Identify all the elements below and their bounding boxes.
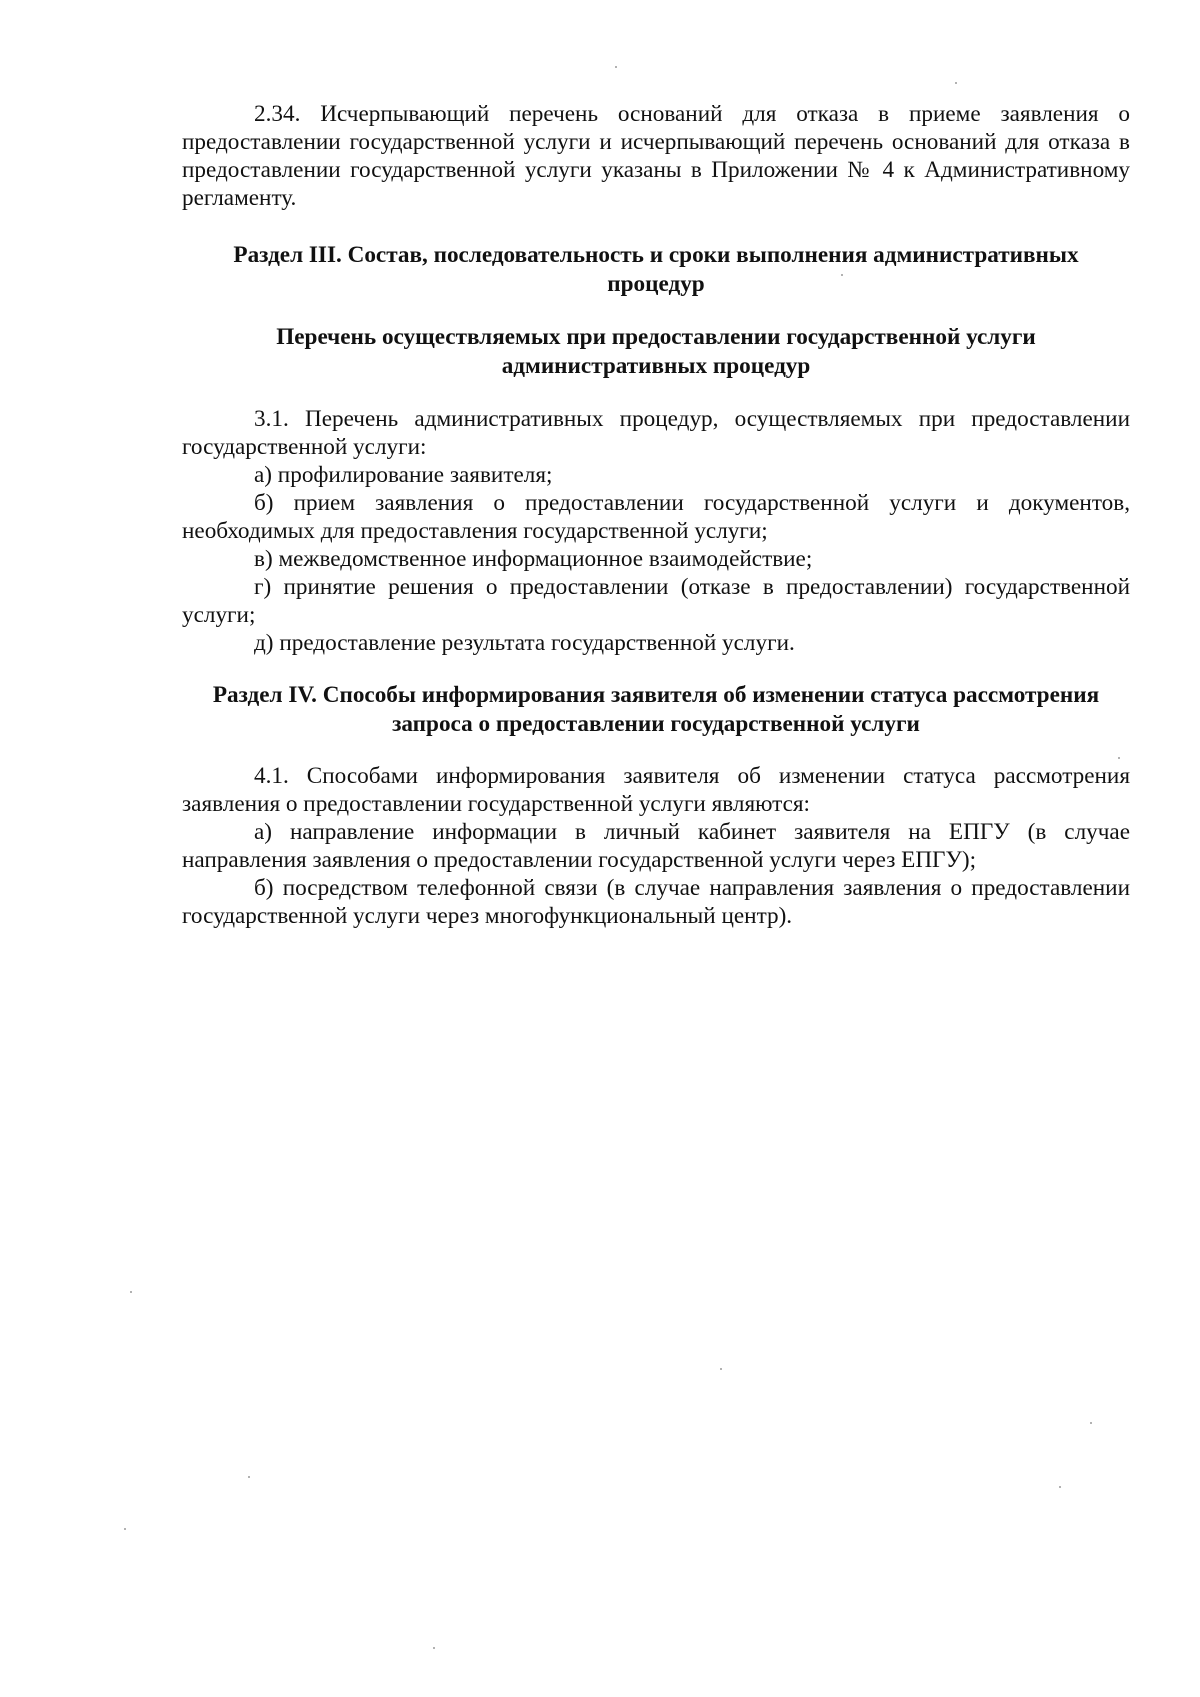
paragraph-4-1: 4.1. Способами информирования заявителя об изменении статуса рассмотрения заявления о предоставлении государственной услуги являются: [182, 763, 1130, 817]
scan-speck [1059, 1486, 1061, 1488]
section-4-heading: Раздел IV. Способы информирования заявителя об изменении статуса рассмотрения запроса о предоставлении государственной услуги [212, 682, 1100, 737]
list-item-4-1-b: б) посредством телефонной связи (в случае направления заявления о предоставлении государственной услуги через многофункциональный центр). [182, 875, 1130, 929]
scan-speck [955, 82, 957, 84]
list-item-4-1-a: а) направление информации в личный кабинет заявителя на ЕПГУ (в случае направления заявления о предоставлении государственной услуги через ЕПГУ); [182, 819, 1130, 873]
spacer [182, 212, 1130, 241]
spacer [182, 739, 1130, 762]
scan-speck [1090, 1422, 1092, 1424]
section-3-heading: Раздел III. Состав, последовательность и сроки выполнения административных процедур [233, 242, 1079, 297]
paragraph-3-1: 3.1. Перечень административных процедур, осуществляемых при предоставлении государственной услуги: [182, 406, 1130, 460]
spacer [182, 381, 1130, 405]
spacer [182, 299, 1130, 323]
list-item-3-1-d: д) предоставление результата государственной услуги. [254, 630, 795, 656]
section-3-subheading: Перечень осуществляемых при предоставлении государственной услуги административных процедур [276, 324, 1036, 379]
scan-speck [248, 1476, 250, 1478]
scan-speck [433, 1647, 435, 1649]
scan-speck [1118, 757, 1120, 759]
paragraph-2-34: 2.34. Исчерпывающий перечень оснований для отказа в приеме заявления о предоставлении государственной услуги и исчерпывающий перечень оснований для отказа в предоставлении государственной услуги указаны в Приложении № 4 к Административному регламенту. [182, 101, 1130, 211]
list-item-3-1-a: а) профилирование заявителя; [254, 462, 553, 488]
list-item-3-1-g: г) принятие решения о предоставлении (отказе в предоставлении) государственной услуги; [182, 574, 1130, 628]
document-page [182, 100, 1130, 930]
spacer [182, 657, 1130, 681]
scan-speck [841, 274, 843, 276]
scan-speck [124, 1528, 126, 1530]
list-item-3-1-b: б) прием заявления о предоставлении государственной услуги и документов, необходимых для предоставления государственной услуги; [182, 490, 1130, 544]
scan-speck [720, 1368, 722, 1370]
list-item-3-1-v: в) межведомственное информационное взаимодействие; [254, 546, 813, 572]
scan-speck [615, 66, 617, 68]
scan-speck [130, 1291, 132, 1293]
